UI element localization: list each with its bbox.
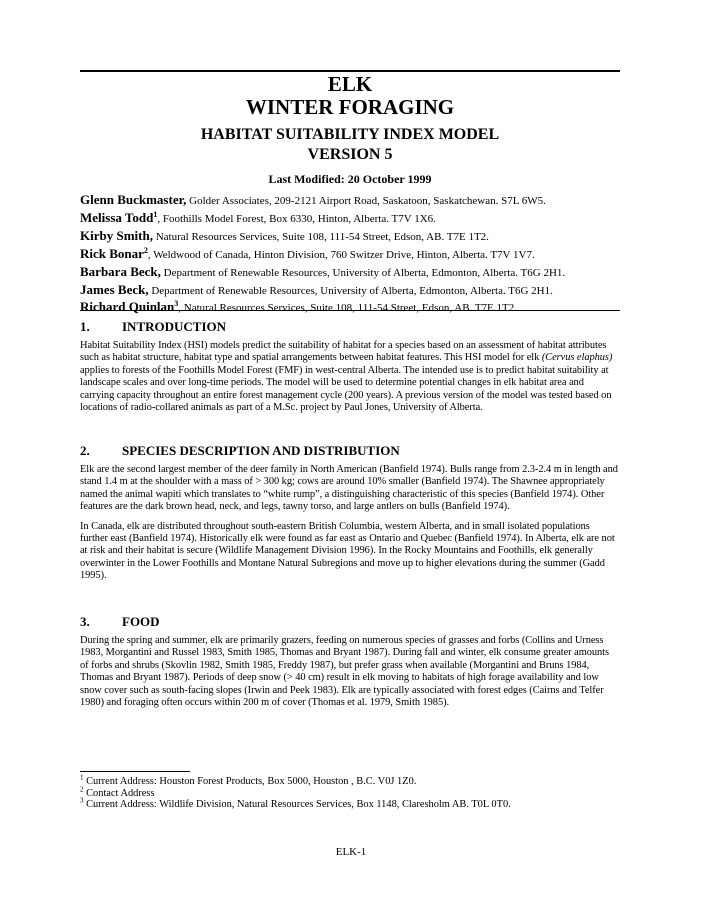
author-affiliation: , Natural Resources Services, Suite 108, 111-54 Street, Edson, AB. T7E 1T2. (178, 302, 517, 315)
footnote-text: Current Address: Houston Forest Products, Box 5000, Houston , B.C. V0J 1Z0. (83, 776, 417, 787)
page-number: ELK-1 (335, 846, 367, 858)
author-name: James Beck, (80, 281, 149, 297)
author-name: Glenn Buckmaster, (80, 192, 187, 207)
author-entry (80, 192, 625, 210)
author-footnote-mark: 3 (174, 299, 179, 309)
title-version: VERSION 5 (307, 146, 393, 163)
footnote-number: 3 (80, 796, 84, 805)
author-entry (80, 264, 625, 282)
footnote-number: 1 (80, 773, 84, 782)
section-number: 3. (80, 614, 90, 629)
footnote-text: Contact Address (83, 787, 155, 799)
author-footnote-mark: 2 (143, 245, 148, 255)
section-rule (80, 310, 620, 311)
paragraph: Elk are the second largest member of the deer family in North American (Banfield 1974). Bulls range from 2.3-2.4 m in length and stand 1.4 m at the shoulder with a mass of > 300 kg; cows are around 10% smaller (Banfield 1974). The Shawnee appropriately named the animal wapiti which translates to “white rump”, a distinguishing characteristic of this species (Banfield 1974). Other features are the dark brown head, neck, and legs, tawny torso, and large antlers on bulls (Banfield 1974). (80, 464, 618, 513)
title-subject: WINTER FORAGING (245, 95, 455, 119)
author-affiliation: Golder Associates, 209-2121 Airport Road, Saskatoon, Saskatchewan. S7L 6W5. (186, 195, 546, 207)
author-name: Richard Quinlan (80, 299, 175, 315)
paragraph: In Canada, elk are distributed throughout south-eastern British Columbia, western Alberta, and in small isolated populations further east (Banfield 1974). Historically elk were found as far east as Ontario and Quebec (Banfield 1974). In Alberta, elk are not at risk and their habitat is secure (Wildlife Management Division 1996). In the Rocky Mountains and Foothills, elk generally overwinter in the Lower Foothills and Montane Natural Subregions and move up to higher elevations during the summer (Gadd 1995). (80, 520, 615, 582)
footnotes (80, 773, 620, 811)
author-entry (80, 210, 625, 228)
footnote-number: 2 (80, 785, 84, 794)
footnote-text: Current Address: Wildlife Division, Natural Resources Services, Box 1148, Claresholm AB. T0L 0T0. (83, 799, 511, 810)
author-footnote-mark: 1 (153, 209, 158, 219)
author-entry (80, 282, 625, 300)
section-title: SPECIES DESCRIPTION AND DISTRIBUTION (122, 443, 400, 458)
last-modified: Last Modified: 20 October 1999 (268, 172, 432, 186)
section-number: 1. (80, 319, 90, 334)
species-name: (Cervus elaphus) (541, 352, 613, 364)
author-affiliation: , Weldwood of Canada, Hinton Division, 760 Switzer Drive, Hinton, Alberta. T7V 1V7. (147, 248, 535, 261)
section-heading (80, 319, 620, 335)
author-list (80, 192, 625, 317)
author-affiliation: , Foothills Model Forest, Box 6330, Hinton, Alberta. T7V 1X6. (157, 212, 436, 225)
section-species-description (80, 443, 620, 590)
section-heading (80, 443, 620, 459)
author-entry (80, 246, 625, 264)
paragraph-text: applies to forests of the Foothills Model Forest (FMF) in west-central Alberta. The intended use is to predict habitat suitability at landscape scales and over long-time periods. The model will be used to determine potential changes in elk habitat area and carrying capacity throughout an entire forest management cycle (200 years). A previous version of the model was tested based on locations of radio-collared animals as part of a M.Sc. project by Paul Jones, University of Alberta. (80, 364, 612, 414)
section-introduction (80, 319, 620, 421)
author-entry (80, 299, 625, 317)
paragraph (80, 340, 620, 414)
author-affiliation: Department of Renewable Resources, University of Alberta, Edmonton, Alberta. T6G 2H1. (148, 284, 553, 297)
footnote (80, 796, 620, 811)
author-name: Melissa Todd (80, 209, 154, 225)
author-affiliation: Natural Resources Services, Suite 108, 111-54 Street, Edson, AB. T7E 1T2. (152, 230, 489, 243)
footnote (80, 773, 620, 788)
section-food (80, 614, 620, 716)
section-heading (80, 614, 620, 630)
footnote (80, 785, 620, 800)
section-title: FOOD (122, 614, 160, 629)
author-entry (80, 228, 625, 246)
author-name: Rick Bonar (80, 245, 144, 261)
title-model: HABITAT SUITABILITY INDEX MODEL (200, 126, 500, 143)
author-affiliation: Department of Renewable Resources, University of Alberta, Edmonton, Alberta. T6G 2H1. (160, 266, 566, 279)
section-title: INTRODUCTION (122, 319, 227, 334)
paragraph: During the spring and summer, elk are primarily grazers, feeding on numerous species of grasses and forbs (Collins and Urness 1983, Morgantini and Russel 1983, Smith 1985, Thomas and Bryant 1987). During fall and winter, elk consume greater amounts of forbs and shrubs (Skovlin 1982, Smith 1985, Freddy 1987), but prefer grass when available (Morgantini and Bruns 1984, Thomas and Bryant 1987). Periods of deep snow (> 40 cm) result in elk moving to habitats of high forage availability and low snow cover such as south-facing slopes (Irwin and Peek 1983). Elk are typically associated with forest edges (Cairns and Telfer 1980) and foraging often occurs within 200 m of cover (Thomas et al. 1979, Smith 1985). (80, 635, 610, 709)
author-name: Kirby Smith, (80, 227, 153, 243)
footnote-rule (80, 771, 190, 772)
title-species: ELK (327, 72, 373, 96)
section-number: 2. (80, 443, 90, 458)
author-name: Barbara Beck, (80, 263, 161, 279)
title-block (80, 73, 620, 186)
paragraph-text: Habitat Suitability Index (HSI) models predict the suitability of habitat for a species based on an assessment of habitat attributes such as habitat structure, habitat type and spatial arrangements between habitat features. This HSI model for elk (80, 340, 607, 364)
